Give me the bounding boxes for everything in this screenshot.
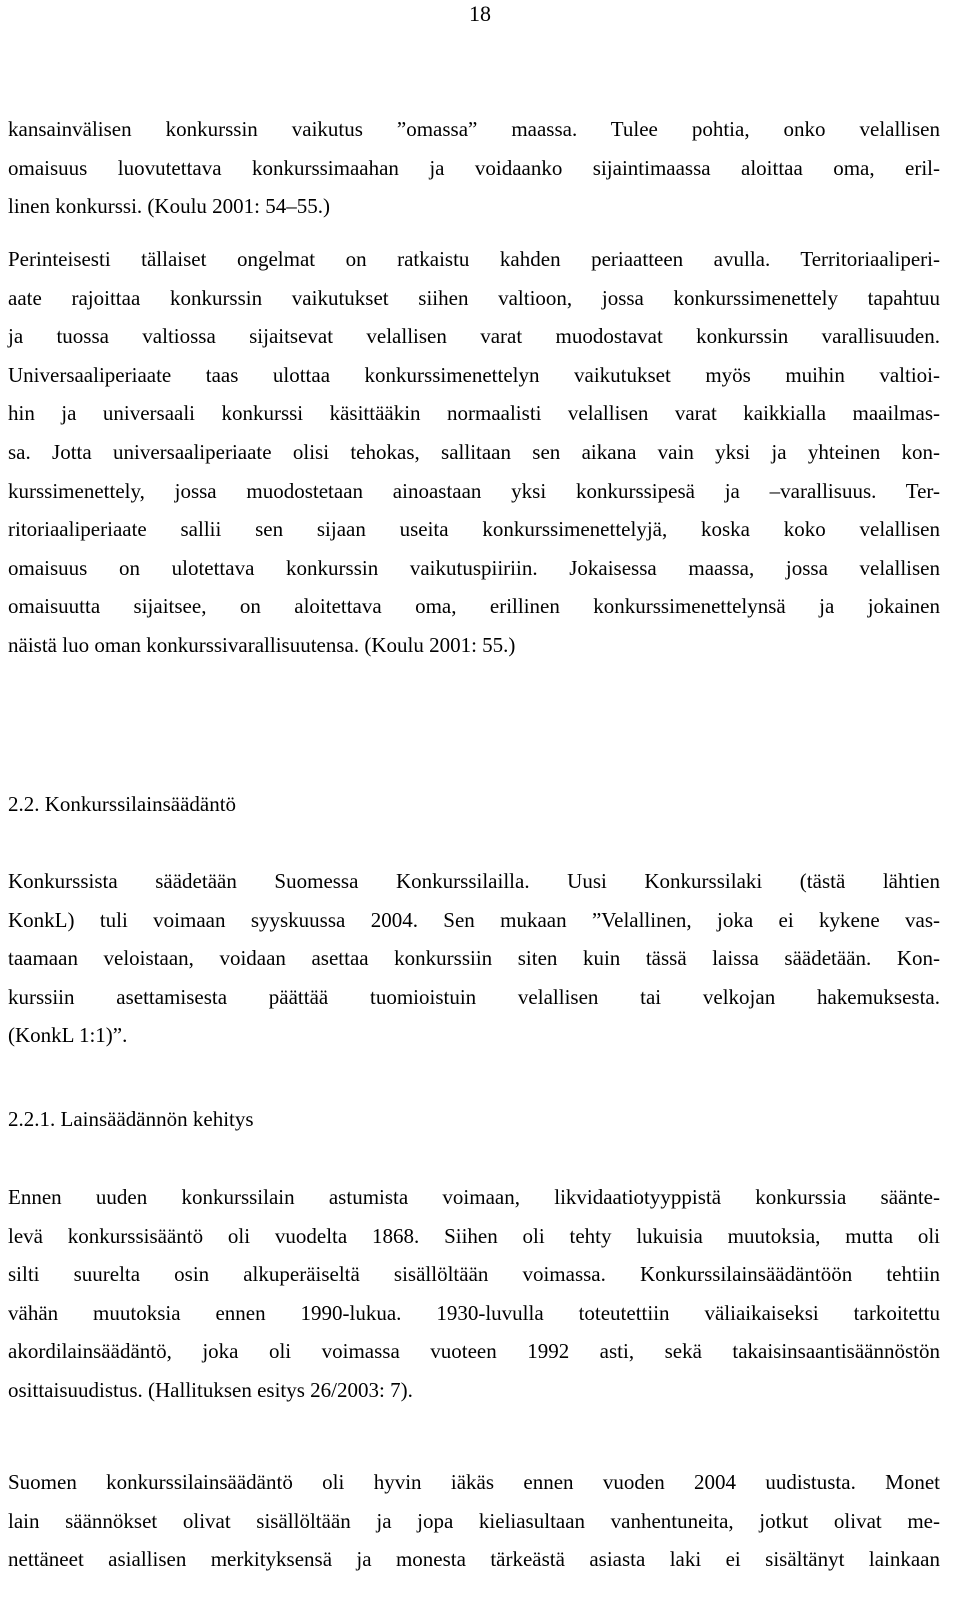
text-line: omaisuutta sijaitsee, on aloitettava oma, erillinen konkurssimenettelynsä ja jokainen	[8, 594, 940, 619]
paragraph-2	[8, 240, 940, 665]
text-line: nettäneet asiallisen merkityksensä ja monesta tärkeästä asiasta laki ei sisältänyt lainkaan	[8, 1547, 940, 1572]
text-line: ritoriaaliperiaate sallii sen sijaan useita konkurssimenettelyjä, koska koko velallisen	[8, 517, 940, 542]
text-line: Konkurssista säädetään Suomessa Konkurssilailla. Uusi Konkurssilaki (tästä lähtien	[8, 869, 940, 893]
text-line: Ennen uuden konkurssilain astumista voimaan, likvidaatiotyyppistä konkurssia säänte-	[8, 1185, 940, 1209]
text-line: näistä luo oman konkurssivarallisuutensa. (Koulu 2001: 55.)	[8, 632, 516, 657]
text-line: Suomen konkurssilainsäädäntö oli hyvin iäkäs ennen vuoden 2004 uudistusta. Monet	[8, 1470, 940, 1494]
text-line: lain säännökset olivat sisällöltään ja jopa kieliasultaan vanhentuneita, jotkut olivat me-	[8, 1508, 940, 1533]
text-line: kurssimenettely, jossa muodostetaan ainoastaan yksi konkurssipesä ja –varallisuus. Ter-	[8, 478, 940, 503]
text-line: akordilainsäädäntö, joka oli voimassa vuoteen 1992 asti, sekä takaisinsaantisäännöstön	[8, 1339, 940, 1364]
text-line: taamaan veloistaan, voidaan asettaa konkurssiin siten kuin tässä laissa säädetään. Kon-	[8, 946, 940, 971]
text-line: ja tuossa valtiossa sijaitsevat velallisen varat muodostavat konkurssin varallisuuden.	[8, 324, 940, 349]
text-line: kurssiin asettamisesta päättää tuomioistuin velallisen tai velkojan hakemuksesta.	[8, 984, 940, 1009]
text-line: omaisuus on ulotettava konkurssin vaikutuspiiriin. Jokaisessa maassa, jossa velallisen	[8, 555, 940, 580]
section-heading: 2.2. Konkurssilainsäädäntö	[8, 792, 237, 816]
subsection-heading: 2.2.1. Lainsäädännön kehitys	[8, 1107, 254, 1131]
paragraph-5	[8, 1463, 940, 1579]
text-line: osittaisuudistus. (Hallituksen esitys 26/2003: 7).	[8, 1377, 413, 1402]
text-line: hin ja universaali konkurssi käsittääkin normaalisti velallisen varat kaikkialla maailmas-	[8, 401, 940, 426]
paragraph-1	[8, 110, 940, 226]
paragraph-4	[8, 1178, 940, 1410]
text-line: omaisuus luovutettava konkurssimaahan ja voidaanko sijaintimaassa aloittaa oma, eril-	[8, 155, 940, 180]
text-line: KonkL) tuli voimaan syyskuussa 2004. Sen mukaan ”Velallinen, joka ei kykene vas-	[8, 907, 940, 932]
page-number: 18	[469, 1, 491, 26]
text-line: silti suurelta osin alkuperäiseltä sisällöltään voimassa. Konkurssilainsäädäntöön tehtiin	[8, 1262, 940, 1287]
text-line: Perinteisesti tällaiset ongelmat on ratkaistu kahden periaatteen avulla. Territoriaaliperi-	[8, 247, 940, 271]
text-line: aate rajoittaa konkurssin vaikutukset siihen valtioon, jossa konkurssimenettely tapahtuu	[8, 285, 940, 310]
text-line: vähän muutoksia ennen 1990-lukua. 1930-luvulla toteutettiin väliaikaiseksi tarkoitettu	[8, 1300, 940, 1325]
text-line: levä konkurssisääntö oli vuodelta 1868. Siihen oli tehty lukuisia muutoksia, mutta oli	[8, 1223, 940, 1248]
text-line: kansainvälisen konkurssin vaikutus ”omassa” maassa. Tulee pohtia, onko velallisen	[8, 117, 940, 141]
text-line: sa. Jotta universaaliperiaate olisi tehokas, sallitaan sen aikana vain yksi ja yhteinen kon-	[8, 439, 940, 464]
text-line: (KonkL 1:1)”.	[8, 1023, 128, 1048]
text-line: linen konkurssi. (Koulu 2001: 54–55.)	[8, 194, 330, 219]
text-line: Universaaliperiaate taas ulottaa konkurssimenettelyn vaikutukset myös muihin valtioi-	[8, 362, 940, 387]
paragraph-3	[8, 862, 940, 1055]
